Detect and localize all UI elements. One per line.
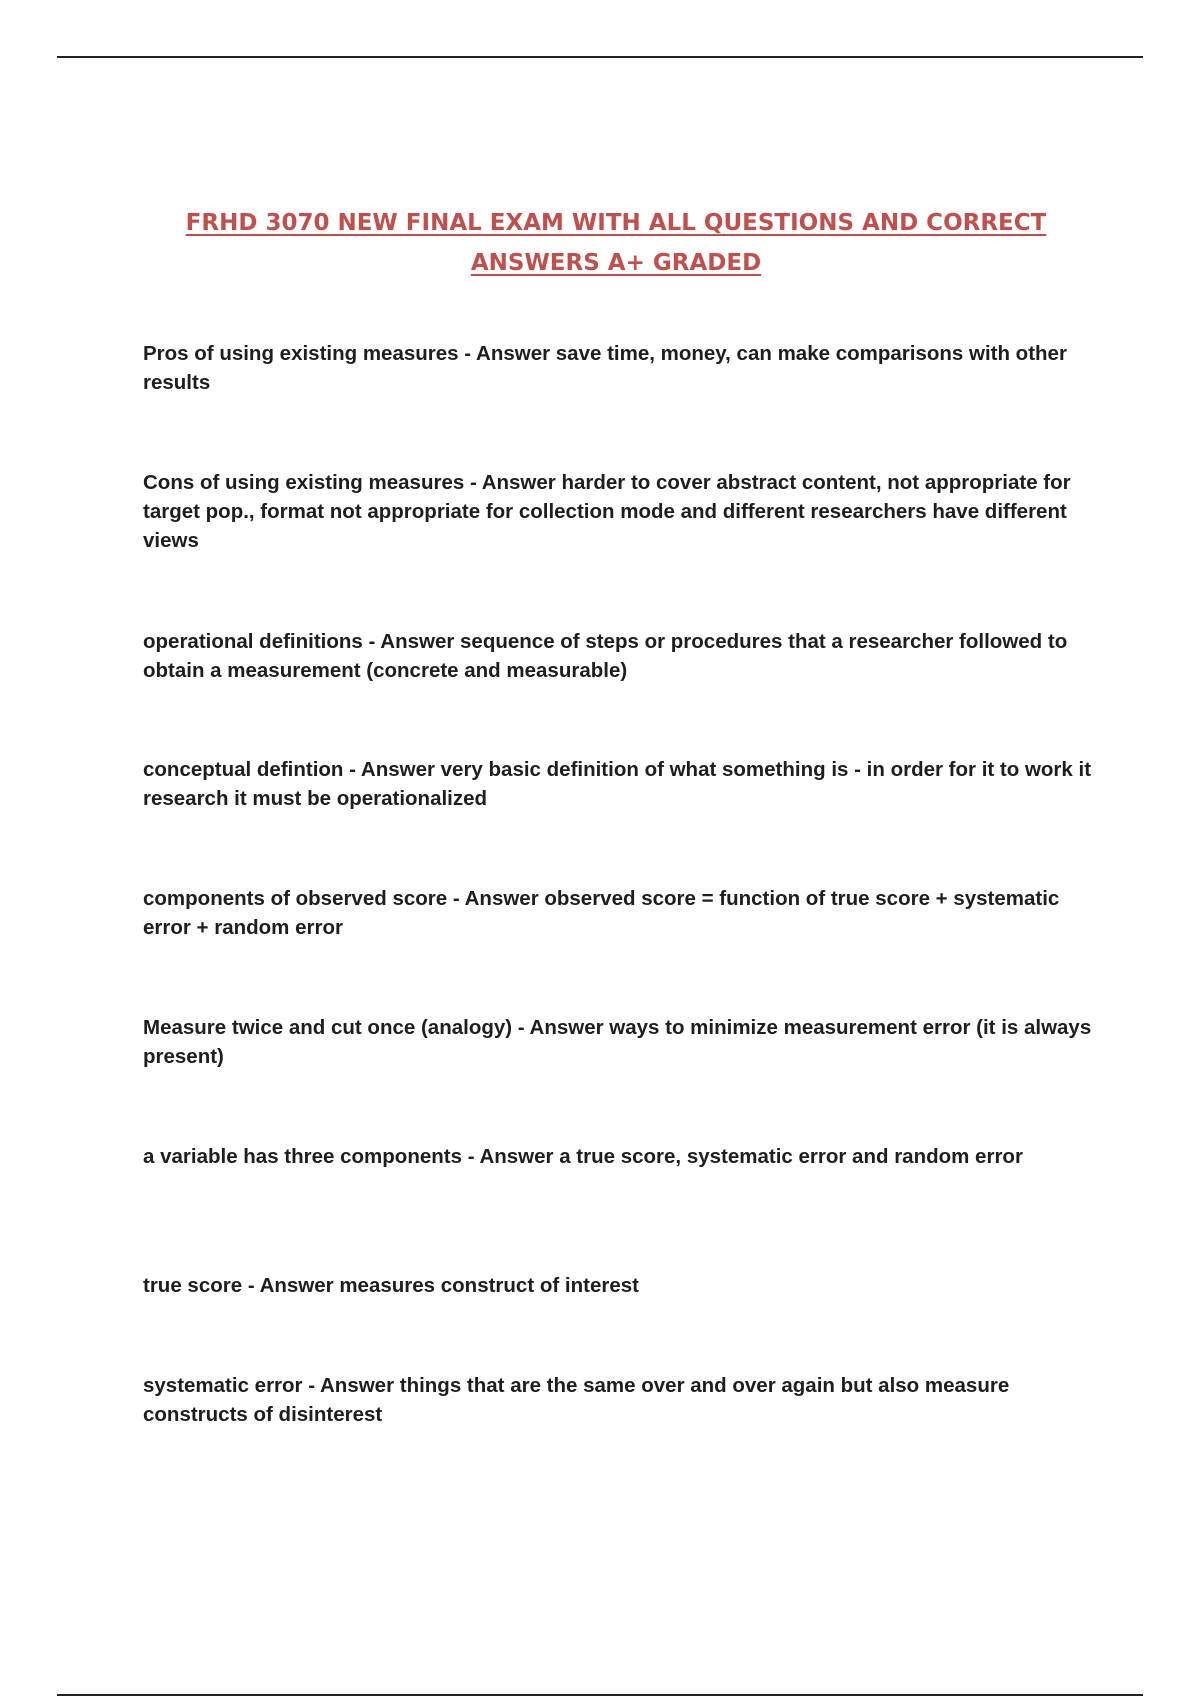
qa-item-systematic-error: systematic error - Answer things that are the same over and over again but also measure constructs of disinterest bbox=[143, 1374, 1010, 1426]
bottom-rule bbox=[57, 1694, 1143, 1696]
top-rule bbox=[57, 56, 1143, 58]
qa-item-true-score: true score - Answer measures construct of interest bbox=[143, 1274, 639, 1297]
qa-item-components-observed-score: components of observed score - Answer observed score = function of true score + systematic error + random error bbox=[143, 887, 1060, 939]
qa-item-operational-definitions: operational definitions - Answer sequence of steps or procedures that a researcher followed to obtain a measurement (concrete and measurable) bbox=[143, 630, 1068, 682]
qa-item-variable-components: a variable has three components - Answer a true score, systematic error and random error bbox=[143, 1145, 1023, 1168]
qa-item-cons-existing-measures: Cons of using existing measures - Answer harder to cover abstract content, not appropriate for target pop., format not appropriate for collection mode and different researchers have different views bbox=[143, 471, 1071, 552]
document-title-text: FRHD 3070 NEW FINAL EXAM WITH ALL QUESTIONS AND CORRECT ANSWERS A+ GRADED bbox=[185, 210, 1047, 277]
document-title bbox=[120, 203, 1112, 283]
qa-item-conceptual-definition: conceptual defintion - Answer very basic definition of what something is - in order for it to work it research it must be operationalized bbox=[143, 758, 1092, 810]
qa-item-pros-existing-measures: Pros of using existing measures - Answer save time, money, can make comparisons with other results bbox=[143, 342, 1067, 394]
qa-item-measure-twice: Measure twice and cut once (analogy) - Answer ways to minimize measurement error (it is always present) bbox=[143, 1016, 1092, 1068]
